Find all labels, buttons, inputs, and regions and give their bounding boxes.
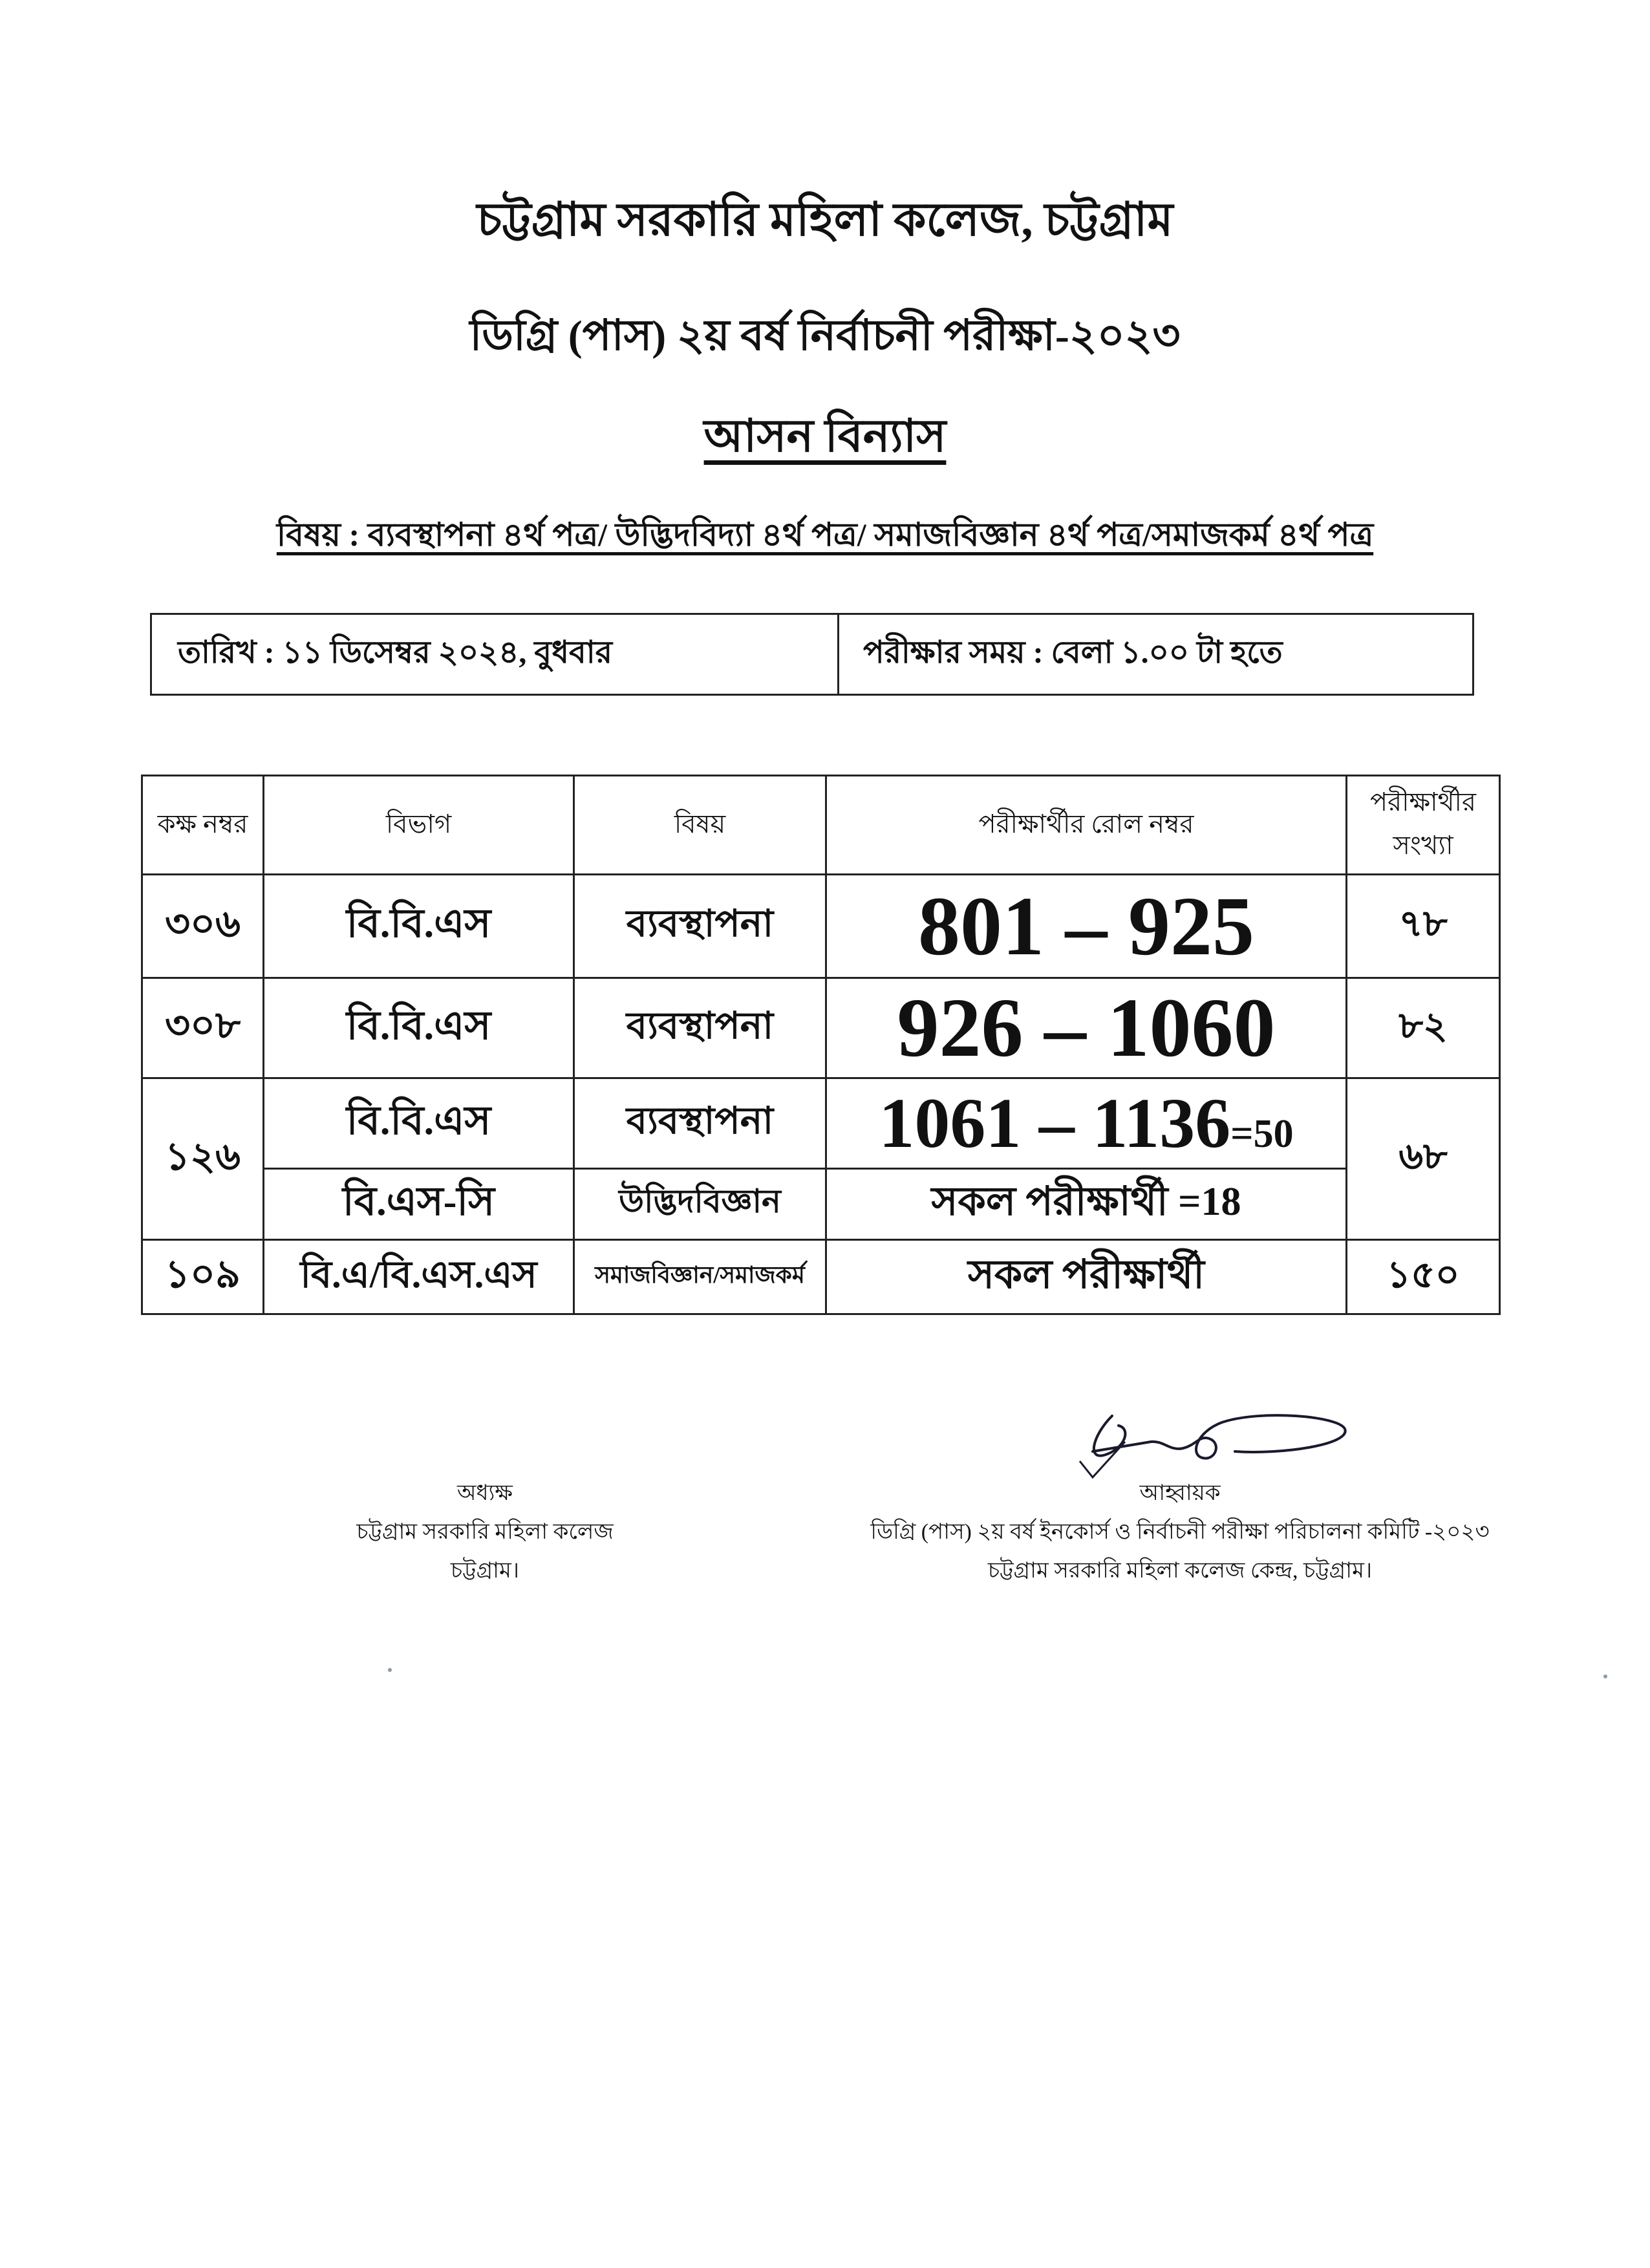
candidate-count: ১৫০ xyxy=(1347,1240,1500,1314)
roll-count-suffix: =18 xyxy=(1178,1180,1241,1224)
date-time-box xyxy=(150,613,1474,696)
subject: সমাজবিজ্ঞান/সমাজকর্ম xyxy=(574,1240,826,1314)
subject: ব্যবস্থাপনা xyxy=(574,1078,826,1169)
department: বি.এস-সি xyxy=(264,1169,574,1240)
header-roll: পরীক্ষার্থীর রোল নম্বর xyxy=(826,776,1347,875)
principal-city: চট্টগ্রাম। xyxy=(450,1559,520,1583)
department: বি.বি.এস xyxy=(264,875,574,978)
subjects-line xyxy=(0,511,1650,564)
table-row xyxy=(142,875,1500,978)
header-room: কক্ষ নম্বর xyxy=(142,776,264,875)
subjects-text: বিষয় : ব্যবস্থাপনা ৪র্থ পত্র/ উদ্ভিদবিদ্যা ৪র্থ পত্র/ সমাজবিজ্ঞান ৪র্থ পত্র/সমাজকর্ম ৪র্থ পত্র xyxy=(276,517,1374,553)
subject: ব্যবস্থাপনা xyxy=(574,875,826,978)
candidate-count: ৭৮ xyxy=(1347,875,1500,978)
roll-range-cell xyxy=(826,1078,1347,1169)
college-title: চট্টগ্রাম সরকারি মহিলা কলেজ, চট্টগ্রাম xyxy=(477,194,1173,246)
room-number: ৩০৮ xyxy=(142,978,264,1078)
table-row xyxy=(142,1169,1500,1240)
exam-title: ডিগ্রি (পাস) ২য় বর্ষ নির্বাচনী পরীক্ষা-২০২৩ xyxy=(469,312,1181,359)
roll-range: 926 – 1060 xyxy=(826,978,1347,1078)
table-row xyxy=(142,978,1500,1078)
roll-range: 801 – 925 xyxy=(826,875,1347,978)
candidate-count: ৬৮ xyxy=(1347,1078,1500,1240)
roll-label: সকল পরীক্ষার্থী xyxy=(931,1180,1179,1224)
seat-plan-table xyxy=(141,775,1501,1315)
principal-college: চট্টগ্রাম সরকারি মহিলা কলেজ xyxy=(356,1520,614,1544)
department: বি.এ/বি.এস.এস xyxy=(264,1240,574,1314)
room-number: ১০৯ xyxy=(142,1240,264,1314)
department: বি.বি.এস xyxy=(264,978,574,1078)
page-heading xyxy=(0,401,1650,476)
roll-range: 1061 – 1136 xyxy=(879,1084,1231,1162)
room-number: ৩০৬ xyxy=(142,875,264,978)
header-subject: বিষয় xyxy=(574,776,826,875)
table-row xyxy=(142,1078,1500,1169)
seat-plan-heading: আসন বিন্যাস xyxy=(703,412,947,462)
signature-mark xyxy=(1067,1390,1364,1481)
subject: ব্যবস্থাপনা xyxy=(574,978,826,1078)
principal-title: অধ্যক্ষ xyxy=(457,1481,513,1505)
exam-time: পরীক্ষার সময় : বেলা ১.০০ টা হতে xyxy=(863,635,1283,670)
exam-date: তারিখ : ১১ ডিসেম্বর ২০২৪, বুধবার xyxy=(178,635,613,670)
scan-speck xyxy=(388,1668,392,1672)
roll-count-suffix: =50 xyxy=(1230,1112,1294,1156)
principal-signature-block xyxy=(259,1474,711,1590)
convener-title: আহ্বায়ক xyxy=(1139,1481,1221,1505)
room-number: ১২৬ xyxy=(142,1078,264,1240)
table-row xyxy=(142,1240,1500,1314)
candidate-count: ৮২ xyxy=(1347,978,1500,1078)
date-box-divider xyxy=(837,615,839,694)
roll-range-cell xyxy=(826,1169,1347,1240)
scan-speck xyxy=(1603,1674,1607,1678)
header-dept: বিভাগ xyxy=(264,776,574,875)
table-header-row xyxy=(142,776,1500,875)
convener-signature-block xyxy=(776,1474,1584,1590)
convener-committee: ডিগ্রি (পাস) ২য় বর্ষ ইনকোর্স ও নির্বাচনী পরীক্ষা পরিচালনা কমিটি -২০২৩ xyxy=(870,1520,1490,1544)
header-count: পরীক্ষার্থীর সংখ্যা xyxy=(1347,776,1500,875)
department: বি.বি.এস xyxy=(264,1078,574,1169)
roll-range: সকল পরীক্ষার্থী xyxy=(826,1240,1347,1314)
subject: উদ্ভিদবিজ্ঞান xyxy=(574,1169,826,1240)
convener-centre: চট্টগ্রাম সরকারি মহিলা কলেজ কেন্দ্র, চট্টগ্রাম। xyxy=(987,1559,1373,1583)
